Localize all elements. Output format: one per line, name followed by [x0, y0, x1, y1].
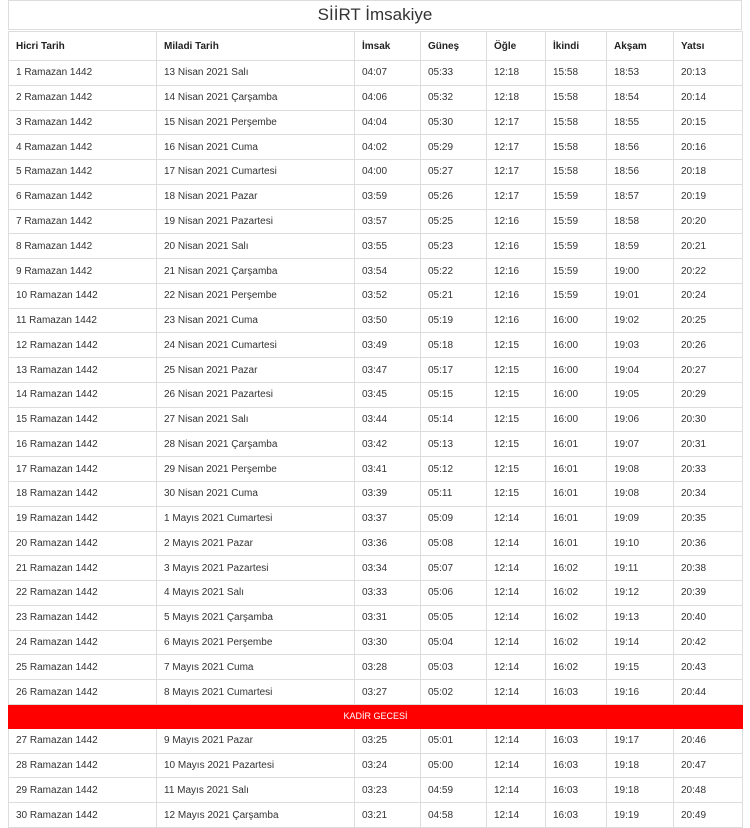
cell-aksam: 19:02 — [607, 308, 674, 333]
cell-miladi-tarih: 26 Nisan 2021 Pazartesi — [157, 382, 355, 407]
cell-imsak: 03:41 — [355, 457, 421, 482]
cell-miladi-tarih: 18 Nisan 2021 Pazar — [157, 184, 355, 209]
table-row — [9, 506, 743, 531]
cell-imsak: 03:57 — [355, 209, 421, 234]
cell-imsak: 04:00 — [355, 160, 421, 185]
cell-ikindi: 16:02 — [546, 630, 607, 655]
header-row — [9, 32, 743, 61]
cell-hicri-tarih: 20 Ramazan 1442 — [9, 531, 157, 556]
cell-miladi-tarih: 30 Nisan 2021 Cuma — [157, 482, 355, 507]
cell-imsak: 03:55 — [355, 234, 421, 259]
cell-ogle: 12:14 — [487, 556, 546, 581]
cell-ikindi: 16:01 — [546, 506, 607, 531]
cell-gunes: 05:07 — [421, 556, 487, 581]
cell-gunes: 05:15 — [421, 382, 487, 407]
table-row — [9, 308, 743, 333]
cell-hicri-tarih: 22 Ramazan 1442 — [9, 581, 157, 606]
cell-yatsi: 20:43 — [674, 655, 743, 680]
cell-yatsi: 20:25 — [674, 308, 743, 333]
cell-aksam: 19:08 — [607, 457, 674, 482]
table-row — [9, 61, 743, 86]
table-row — [9, 803, 743, 828]
cell-aksam: 19:14 — [607, 630, 674, 655]
cell-miladi-tarih: 1 Mayıs 2021 Cumartesi — [157, 506, 355, 531]
cell-ikindi: 16:02 — [546, 605, 607, 630]
cell-imsak: 04:02 — [355, 135, 421, 160]
table-row — [9, 531, 743, 556]
cell-imsak: 04:04 — [355, 110, 421, 135]
cell-imsak: 03:36 — [355, 531, 421, 556]
cell-ogle: 12:15 — [487, 407, 546, 432]
cell-ogle: 12:16 — [487, 209, 546, 234]
table-row — [9, 556, 743, 581]
cell-hicri-tarih: 30 Ramazan 1442 — [9, 803, 157, 828]
header-ogle: Öğle — [487, 32, 546, 61]
cell-yatsi: 20:40 — [674, 605, 743, 630]
cell-miladi-tarih: 5 Mayıs 2021 Çarşamba — [157, 605, 355, 630]
table-row — [9, 778, 743, 803]
header-gunes: Güneş — [421, 32, 487, 61]
cell-gunes: 05:22 — [421, 259, 487, 284]
cell-ogle: 12:17 — [487, 160, 546, 185]
cell-gunes: 05:02 — [421, 680, 487, 705]
cell-hicri-tarih: 12 Ramazan 1442 — [9, 333, 157, 358]
table-row — [9, 135, 743, 160]
cell-hicri-tarih: 7 Ramazan 1442 — [9, 209, 157, 234]
cell-ogle: 12:14 — [487, 680, 546, 705]
cell-ikindi: 16:00 — [546, 407, 607, 432]
cell-ogle: 12:15 — [487, 457, 546, 482]
table-row — [9, 655, 743, 680]
cell-ikindi: 16:02 — [546, 556, 607, 581]
cell-hicri-tarih: 21 Ramazan 1442 — [9, 556, 157, 581]
cell-miladi-tarih: 27 Nisan 2021 Salı — [157, 407, 355, 432]
cell-yatsi: 20:19 — [674, 184, 743, 209]
cell-yatsi: 20:15 — [674, 110, 743, 135]
table-body — [9, 61, 743, 828]
cell-hicri-tarih: 5 Ramazan 1442 — [9, 160, 157, 185]
cell-hicri-tarih: 23 Ramazan 1442 — [9, 605, 157, 630]
cell-ogle: 12:15 — [487, 333, 546, 358]
cell-hicri-tarih: 17 Ramazan 1442 — [9, 457, 157, 482]
cell-miladi-tarih: 16 Nisan 2021 Cuma — [157, 135, 355, 160]
cell-gunes: 05:03 — [421, 655, 487, 680]
cell-ogle: 12:15 — [487, 482, 546, 507]
cell-imsak: 03:37 — [355, 506, 421, 531]
cell-miladi-tarih: 13 Nisan 2021 Salı — [157, 61, 355, 86]
page-title: SİİRT İmsakiye — [8, 0, 742, 30]
table-row — [9, 283, 743, 308]
cell-miladi-tarih: 28 Nisan 2021 Çarşamba — [157, 432, 355, 457]
cell-aksam: 18:55 — [607, 110, 674, 135]
cell-aksam: 19:11 — [607, 556, 674, 581]
cell-imsak: 03:42 — [355, 432, 421, 457]
cell-yatsi: 20:42 — [674, 630, 743, 655]
table-row — [9, 184, 743, 209]
header-yatsi: Yatsı — [674, 32, 743, 61]
cell-gunes: 04:59 — [421, 778, 487, 803]
cell-ogle: 12:14 — [487, 605, 546, 630]
cell-yatsi: 20:30 — [674, 407, 743, 432]
cell-yatsi: 20:21 — [674, 234, 743, 259]
cell-gunes: 05:21 — [421, 283, 487, 308]
cell-imsak: 03:25 — [355, 728, 421, 753]
cell-yatsi: 20:29 — [674, 382, 743, 407]
cell-ogle: 12:17 — [487, 135, 546, 160]
cell-aksam: 19:08 — [607, 482, 674, 507]
cell-gunes: 05:18 — [421, 333, 487, 358]
cell-yatsi: 20:26 — [674, 333, 743, 358]
cell-aksam: 19:09 — [607, 506, 674, 531]
cell-yatsi: 20:44 — [674, 680, 743, 705]
cell-imsak: 03:30 — [355, 630, 421, 655]
cell-aksam: 19:00 — [607, 259, 674, 284]
cell-hicri-tarih: 24 Ramazan 1442 — [9, 630, 157, 655]
cell-hicri-tarih: 25 Ramazan 1442 — [9, 655, 157, 680]
cell-gunes: 05:26 — [421, 184, 487, 209]
cell-gunes: 04:58 — [421, 803, 487, 828]
cell-aksam: 19:16 — [607, 680, 674, 705]
table-row — [9, 209, 743, 234]
cell-hicri-tarih: 16 Ramazan 1442 — [9, 432, 157, 457]
cell-ikindi: 16:00 — [546, 382, 607, 407]
cell-gunes: 05:08 — [421, 531, 487, 556]
imsakiye-table — [8, 31, 743, 828]
cell-ogle: 12:14 — [487, 630, 546, 655]
cell-miladi-tarih: 9 Mayıs 2021 Pazar — [157, 728, 355, 753]
cell-aksam: 18:56 — [607, 160, 674, 185]
table-row — [9, 432, 743, 457]
cell-hicri-tarih: 2 Ramazan 1442 — [9, 85, 157, 110]
cell-ikindi: 16:01 — [546, 432, 607, 457]
cell-ikindi: 16:03 — [546, 753, 607, 778]
cell-hicri-tarih: 13 Ramazan 1442 — [9, 358, 157, 383]
cell-ikindi: 16:00 — [546, 333, 607, 358]
cell-yatsi: 20:46 — [674, 728, 743, 753]
cell-miladi-tarih: 12 Mayıs 2021 Çarşamba — [157, 803, 355, 828]
cell-aksam: 19:03 — [607, 333, 674, 358]
cell-hicri-tarih: 1 Ramazan 1442 — [9, 61, 157, 86]
cell-gunes: 05:27 — [421, 160, 487, 185]
cell-miladi-tarih: 11 Mayıs 2021 Salı — [157, 778, 355, 803]
cell-aksam: 18:56 — [607, 135, 674, 160]
cell-aksam: 18:53 — [607, 61, 674, 86]
cell-gunes: 05:11 — [421, 482, 487, 507]
cell-miladi-tarih: 15 Nisan 2021 Perşembe — [157, 110, 355, 135]
cell-miladi-tarih: 29 Nisan 2021 Perşembe — [157, 457, 355, 482]
cell-aksam: 19:07 — [607, 432, 674, 457]
cell-aksam: 19:06 — [607, 407, 674, 432]
cell-imsak: 04:06 — [355, 85, 421, 110]
cell-ikindi: 15:59 — [546, 234, 607, 259]
cell-hicri-tarih: 15 Ramazan 1442 — [9, 407, 157, 432]
cell-yatsi: 20:34 — [674, 482, 743, 507]
cell-imsak: 03:24 — [355, 753, 421, 778]
cell-yatsi: 20:14 — [674, 85, 743, 110]
cell-ikindi: 16:01 — [546, 531, 607, 556]
cell-miladi-tarih: 21 Nisan 2021 Çarşamba — [157, 259, 355, 284]
cell-ikindi: 15:59 — [546, 209, 607, 234]
cell-aksam: 19:10 — [607, 531, 674, 556]
cell-miladi-tarih: 7 Mayıs 2021 Cuma — [157, 655, 355, 680]
table-row — [9, 680, 743, 705]
cell-imsak: 03:49 — [355, 333, 421, 358]
cell-ogle: 12:17 — [487, 110, 546, 135]
cell-yatsi: 20:38 — [674, 556, 743, 581]
cell-gunes: 05:06 — [421, 581, 487, 606]
cell-imsak: 03:21 — [355, 803, 421, 828]
cell-ikindi: 16:00 — [546, 308, 607, 333]
cell-imsak: 03:47 — [355, 358, 421, 383]
cell-aksam: 18:58 — [607, 209, 674, 234]
cell-aksam: 18:54 — [607, 85, 674, 110]
cell-miladi-tarih: 17 Nisan 2021 Cumartesi — [157, 160, 355, 185]
cell-miladi-tarih: 3 Mayıs 2021 Pazartesi — [157, 556, 355, 581]
cell-ikindi: 15:58 — [546, 61, 607, 86]
cell-miladi-tarih: 22 Nisan 2021 Perşembe — [157, 283, 355, 308]
cell-gunes: 05:32 — [421, 85, 487, 110]
cell-ogle: 12:14 — [487, 803, 546, 828]
cell-imsak: 03:23 — [355, 778, 421, 803]
cell-imsak: 03:52 — [355, 283, 421, 308]
cell-ikindi: 16:02 — [546, 581, 607, 606]
cell-yatsi: 20:35 — [674, 506, 743, 531]
cell-hicri-tarih: 19 Ramazan 1442 — [9, 506, 157, 531]
cell-hicri-tarih: 11 Ramazan 1442 — [9, 308, 157, 333]
header-miladi-tarih: Miladi Tarih — [157, 32, 355, 61]
cell-hicri-tarih: 26 Ramazan 1442 — [9, 680, 157, 705]
cell-miladi-tarih: 8 Mayıs 2021 Cumartesi — [157, 680, 355, 705]
cell-imsak: 03:28 — [355, 655, 421, 680]
cell-imsak: 03:27 — [355, 680, 421, 705]
table-row — [9, 160, 743, 185]
cell-aksam: 19:13 — [607, 605, 674, 630]
table-row — [9, 605, 743, 630]
cell-ikindi: 15:58 — [546, 160, 607, 185]
table-row — [9, 728, 743, 753]
cell-gunes: 05:12 — [421, 457, 487, 482]
cell-gunes: 05:09 — [421, 506, 487, 531]
cell-ikindi: 16:01 — [546, 482, 607, 507]
cell-yatsi: 20:49 — [674, 803, 743, 828]
cell-hicri-tarih: 6 Ramazan 1442 — [9, 184, 157, 209]
cell-ogle: 12:17 — [487, 184, 546, 209]
kadir-gecesi-row — [9, 704, 743, 728]
cell-yatsi: 20:33 — [674, 457, 743, 482]
cell-gunes: 05:25 — [421, 209, 487, 234]
cell-hicri-tarih: 9 Ramazan 1442 — [9, 259, 157, 284]
cell-miladi-tarih: 2 Mayıs 2021 Pazar — [157, 531, 355, 556]
cell-gunes: 05:13 — [421, 432, 487, 457]
cell-hicri-tarih: 28 Ramazan 1442 — [9, 753, 157, 778]
cell-imsak: 03:44 — [355, 407, 421, 432]
cell-aksam: 19:18 — [607, 778, 674, 803]
cell-yatsi: 20:24 — [674, 283, 743, 308]
cell-ikindi: 16:02 — [546, 655, 607, 680]
table-row — [9, 85, 743, 110]
table-row — [9, 382, 743, 407]
cell-ogle: 12:14 — [487, 531, 546, 556]
table-row — [9, 259, 743, 284]
cell-yatsi: 20:16 — [674, 135, 743, 160]
cell-aksam: 19:19 — [607, 803, 674, 828]
cell-ikindi: 16:03 — [546, 680, 607, 705]
cell-gunes: 05:29 — [421, 135, 487, 160]
cell-miladi-tarih: 20 Nisan 2021 Salı — [157, 234, 355, 259]
cell-yatsi: 20:20 — [674, 209, 743, 234]
table-row — [9, 333, 743, 358]
cell-gunes: 05:33 — [421, 61, 487, 86]
cell-gunes: 05:00 — [421, 753, 487, 778]
cell-hicri-tarih: 18 Ramazan 1442 — [9, 482, 157, 507]
cell-imsak: 03:50 — [355, 308, 421, 333]
cell-yatsi: 20:39 — [674, 581, 743, 606]
cell-gunes: 05:14 — [421, 407, 487, 432]
cell-aksam: 18:57 — [607, 184, 674, 209]
table-row — [9, 358, 743, 383]
cell-ikindi: 15:59 — [546, 283, 607, 308]
cell-ikindi: 15:59 — [546, 259, 607, 284]
cell-ogle: 12:14 — [487, 581, 546, 606]
cell-aksam: 19:01 — [607, 283, 674, 308]
cell-ikindi: 15:58 — [546, 85, 607, 110]
cell-ogle: 12:14 — [487, 778, 546, 803]
cell-ikindi: 15:58 — [546, 135, 607, 160]
cell-yatsi: 20:36 — [674, 531, 743, 556]
cell-gunes: 05:19 — [421, 308, 487, 333]
table-row — [9, 234, 743, 259]
cell-ogle: 12:18 — [487, 61, 546, 86]
cell-miladi-tarih: 4 Mayıs 2021 Salı — [157, 581, 355, 606]
cell-ogle: 12:15 — [487, 358, 546, 383]
cell-ogle: 12:16 — [487, 283, 546, 308]
cell-ikindi: 15:59 — [546, 184, 607, 209]
cell-ikindi: 16:03 — [546, 778, 607, 803]
cell-yatsi: 20:22 — [674, 259, 743, 284]
cell-aksam: 19:18 — [607, 753, 674, 778]
cell-ogle: 12:18 — [487, 85, 546, 110]
table-row — [9, 581, 743, 606]
cell-hicri-tarih: 4 Ramazan 1442 — [9, 135, 157, 160]
cell-gunes: 05:17 — [421, 358, 487, 383]
cell-aksam: 19:12 — [607, 581, 674, 606]
cell-miladi-tarih: 23 Nisan 2021 Cuma — [157, 308, 355, 333]
cell-imsak: 03:45 — [355, 382, 421, 407]
table-row — [9, 407, 743, 432]
cell-gunes: 05:05 — [421, 605, 487, 630]
cell-imsak: 03:39 — [355, 482, 421, 507]
cell-miladi-tarih: 25 Nisan 2021 Pazar — [157, 358, 355, 383]
cell-ogle: 12:16 — [487, 308, 546, 333]
kadir-gecesi-label: KADİR GECESİ — [9, 704, 743, 728]
cell-gunes: 05:30 — [421, 110, 487, 135]
cell-ogle: 12:15 — [487, 382, 546, 407]
cell-ogle: 12:15 — [487, 432, 546, 457]
cell-hicri-tarih: 10 Ramazan 1442 — [9, 283, 157, 308]
cell-ogle: 12:14 — [487, 728, 546, 753]
table-row — [9, 753, 743, 778]
cell-imsak: 03:31 — [355, 605, 421, 630]
cell-yatsi: 20:47 — [674, 753, 743, 778]
cell-ogle: 12:14 — [487, 506, 546, 531]
cell-aksam: 19:05 — [607, 382, 674, 407]
header-hicri-tarih: Hicri Tarih — [9, 32, 157, 61]
cell-imsak: 03:34 — [355, 556, 421, 581]
cell-imsak: 03:33 — [355, 581, 421, 606]
cell-yatsi: 20:18 — [674, 160, 743, 185]
cell-imsak: 04:07 — [355, 61, 421, 86]
header-ikindi: İkindi — [546, 32, 607, 61]
cell-gunes: 05:23 — [421, 234, 487, 259]
cell-aksam: 19:17 — [607, 728, 674, 753]
cell-ikindi: 15:58 — [546, 110, 607, 135]
cell-hicri-tarih: 8 Ramazan 1442 — [9, 234, 157, 259]
cell-miladi-tarih: 10 Mayıs 2021 Pazartesi — [157, 753, 355, 778]
cell-aksam: 18:59 — [607, 234, 674, 259]
cell-aksam: 19:15 — [607, 655, 674, 680]
cell-ikindi: 16:00 — [546, 358, 607, 383]
cell-gunes: 05:04 — [421, 630, 487, 655]
table-row — [9, 630, 743, 655]
cell-miladi-tarih: 19 Nisan 2021 Pazartesi — [157, 209, 355, 234]
table-row — [9, 457, 743, 482]
cell-yatsi: 20:31 — [674, 432, 743, 457]
cell-yatsi: 20:13 — [674, 61, 743, 86]
cell-hicri-tarih: 27 Ramazan 1442 — [9, 728, 157, 753]
table-row — [9, 110, 743, 135]
cell-imsak: 03:59 — [355, 184, 421, 209]
cell-ikindi: 16:03 — [546, 728, 607, 753]
cell-aksam: 19:04 — [607, 358, 674, 383]
cell-ogle: 12:16 — [487, 234, 546, 259]
cell-hicri-tarih: 29 Ramazan 1442 — [9, 778, 157, 803]
cell-ikindi: 16:01 — [546, 457, 607, 482]
cell-hicri-tarih: 14 Ramazan 1442 — [9, 382, 157, 407]
header-imsak: İmsak — [355, 32, 421, 61]
cell-miladi-tarih: 14 Nisan 2021 Çarşamba — [157, 85, 355, 110]
cell-yatsi: 20:27 — [674, 358, 743, 383]
cell-ikindi: 16:03 — [546, 803, 607, 828]
cell-gunes: 05:01 — [421, 728, 487, 753]
cell-imsak: 03:54 — [355, 259, 421, 284]
cell-miladi-tarih: 6 Mayıs 2021 Perşembe — [157, 630, 355, 655]
cell-ogle: 12:14 — [487, 655, 546, 680]
cell-hicri-tarih: 3 Ramazan 1442 — [9, 110, 157, 135]
cell-miladi-tarih: 24 Nisan 2021 Cumartesi — [157, 333, 355, 358]
header-aksam: Akşam — [607, 32, 674, 61]
cell-yatsi: 20:48 — [674, 778, 743, 803]
cell-ogle: 12:14 — [487, 753, 546, 778]
table-row — [9, 482, 743, 507]
cell-ogle: 12:16 — [487, 259, 546, 284]
